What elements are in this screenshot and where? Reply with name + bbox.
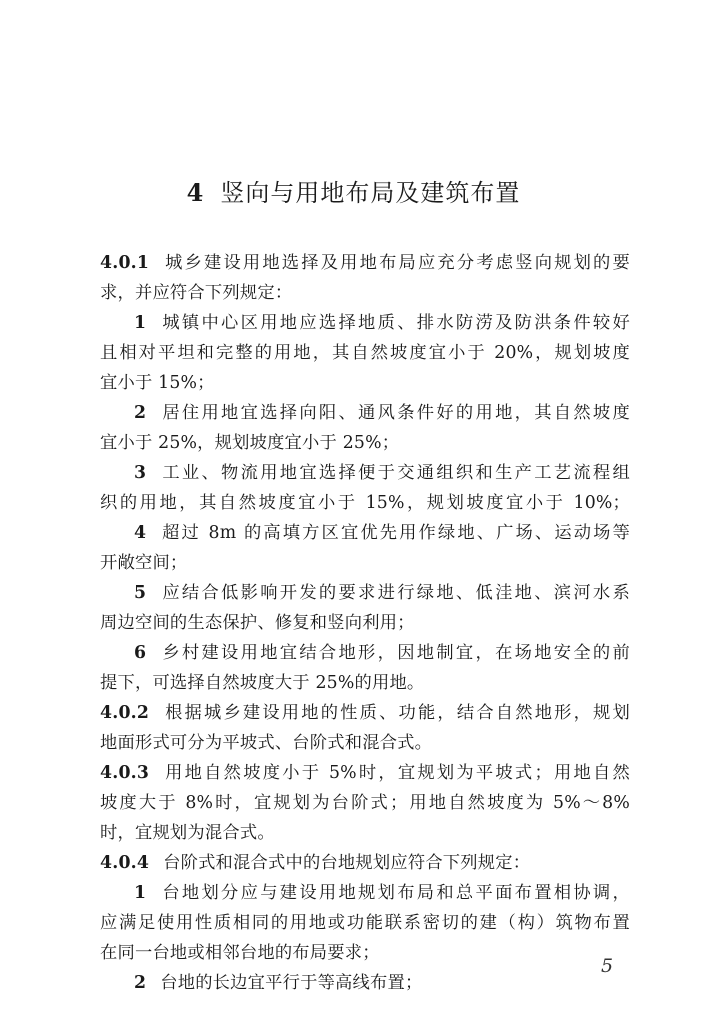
item-number: 1 <box>134 883 147 903</box>
item-number: 2 <box>134 403 147 423</box>
item-number: 6 <box>134 643 147 663</box>
clause-number: 4.0.4 <box>100 853 150 873</box>
item-text: 工业、物流用地宜选择便于交通组织和生产工艺流程组 <box>160 463 630 483</box>
item-line <box>100 488 630 518</box>
chapter-title-text: 竖向与用地布局及建筑布置 <box>220 179 521 207</box>
clause-text: 根据城乡建设用地的性质、功能，结合自然地形，规划 <box>163 703 630 723</box>
chapter-number: 4 <box>186 178 205 207</box>
item-text: 台地的长边宜平行于等高线布置； <box>160 973 423 993</box>
item-line <box>100 368 630 398</box>
item-line <box>134 968 630 998</box>
clause-line <box>100 248 630 278</box>
clause-line <box>100 788 630 818</box>
item-line <box>100 428 630 458</box>
clause-line <box>100 278 630 308</box>
clause-number: 4.0.1 <box>100 253 150 273</box>
item-line <box>100 338 630 368</box>
item-line <box>100 908 630 938</box>
item-number: 5 <box>134 583 147 603</box>
item-number: 3 <box>134 463 147 483</box>
clause-text: 地面形式可分为平坡式、台阶式和混合式。 <box>100 733 433 753</box>
item-line <box>100 548 630 578</box>
item-line <box>100 668 630 698</box>
item-line <box>134 398 630 428</box>
item-line <box>134 878 630 908</box>
clause-number: 4.0.3 <box>100 763 150 783</box>
clause-text: 时，宜规划为混合式。 <box>100 823 275 843</box>
clause-line <box>100 728 630 758</box>
item-number: 2 <box>134 973 147 993</box>
clause-text: 城乡建设用地选择及用地布局应充分考虑竖向规划的要 <box>163 253 630 273</box>
item-text: 且相对平坦和完整的用地，其自然坡度宜小于 20%，规划坡度 <box>100 343 630 363</box>
clause-text: 坡度大于 8%时，宜规划为台阶式；用地自然坡度为 5%～8% <box>100 793 630 813</box>
item-number: 4 <box>134 523 147 543</box>
item-text: 城镇中心区用地应选择地质、排水防涝及防洪条件较好 <box>160 313 630 333</box>
item-number: 1 <box>134 313 147 333</box>
item-line <box>134 518 630 548</box>
item-line <box>134 578 630 608</box>
clause-number: 4.0.2 <box>100 703 150 723</box>
clause-line <box>100 848 630 878</box>
chapter-title <box>0 173 707 208</box>
clause-text: 用地自然坡度小于 5%时，宜规划为平坡式；用地自然 <box>163 763 630 783</box>
item-line <box>134 638 630 668</box>
clause-line <box>100 758 630 788</box>
item-text: 应满足使用性质相同的用地或功能联系密切的建（构）筑物布置 <box>100 913 630 933</box>
item-line <box>134 308 630 338</box>
clause-line <box>100 698 630 728</box>
page-number: 5 <box>601 955 614 977</box>
item-text: 台地划分应与建设用地规划布局和总平面布置相协调， <box>160 883 630 903</box>
item-text: 织的用地，其自然坡度宜小于 15%，规划坡度宜小于 10%； <box>100 493 630 513</box>
item-text: 提下，可选择自然坡度大于 25%的用地。 <box>100 673 425 693</box>
item-text: 在同一台地或相邻台地的布局要求； <box>100 943 380 963</box>
clause-text: 求，并应符合下列规定： <box>100 283 293 303</box>
item-text: 居住用地宜选择向阳、通风条件好的用地，其自然坡度 <box>160 403 630 423</box>
item-text: 应结合低影响开发的要求进行绿地、低洼地、滨河水系 <box>160 583 630 603</box>
clause-line <box>100 818 630 848</box>
item-text: 宜小于 25%，规划坡度宜小于 25%； <box>100 433 400 453</box>
item-text: 超过 8m 的高填方区宜优先用作绿地、广场、运动场等 <box>160 523 630 543</box>
item-text: 周边空间的生态保护、修复和竖向利用； <box>100 613 415 633</box>
item-text: 开敞空间； <box>100 553 188 573</box>
item-text: 乡村建设用地宜结合地形，因地制宜，在场地安全的前 <box>160 643 630 663</box>
item-text: 宜小于 15%； <box>100 373 215 393</box>
clause-text: 台阶式和混合式中的台地规划应符合下列规定： <box>163 853 531 873</box>
item-line <box>100 938 630 968</box>
item-line <box>100 608 630 638</box>
item-line <box>134 458 630 488</box>
